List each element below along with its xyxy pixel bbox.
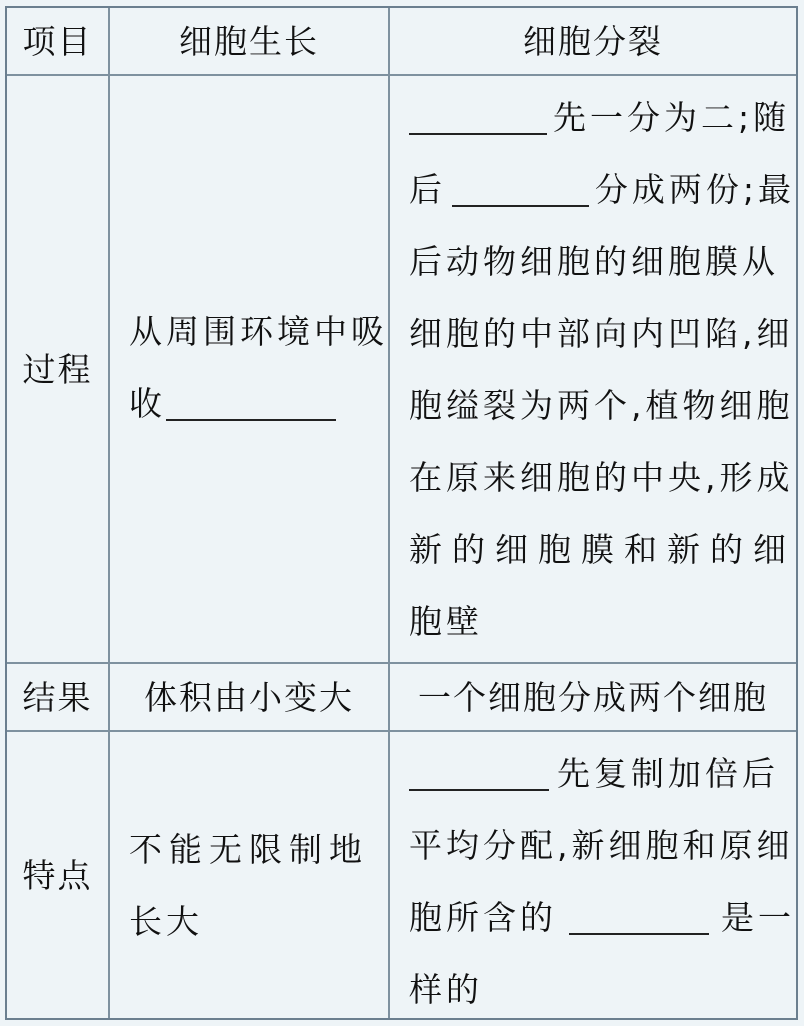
feature-division-text: 先复制加倍后 xyxy=(557,754,779,793)
process-growth-text: 收 xyxy=(129,384,166,423)
process-division-text: 细胞的中部向内凹陷,细 xyxy=(409,314,794,353)
process-division-line xyxy=(409,586,795,658)
feature-division-text: 平均分配,新细胞和原细 xyxy=(409,826,794,865)
row-divider xyxy=(7,74,796,76)
process-division-line xyxy=(409,154,795,226)
fill-in-blank xyxy=(452,205,589,207)
header-item: 项目 xyxy=(22,21,93,61)
row-label-process: 过程 xyxy=(22,349,93,389)
fill-in-blank xyxy=(409,133,547,135)
row-divider xyxy=(7,730,796,732)
row-label-result: 结果 xyxy=(22,677,93,717)
process-division-text: 胞壁 xyxy=(409,602,483,641)
feature-growth-cell xyxy=(129,814,379,958)
process-division-text: 胞缢裂为两个,植物细胞 xyxy=(409,386,794,425)
feature-division-line xyxy=(409,954,795,1026)
feature-growth-line xyxy=(129,814,379,886)
row-label-feature: 特点 xyxy=(22,855,93,895)
feature-growth-text: 长大 xyxy=(129,902,203,941)
process-division-cell xyxy=(409,82,795,658)
fill-in-blank xyxy=(166,419,336,421)
process-division-line xyxy=(409,442,795,514)
process-division-line xyxy=(409,82,795,154)
feature-growth-text: 不能无限制地 xyxy=(129,830,369,869)
result-growth-cell: 体积由小变大 xyxy=(144,677,354,717)
process-division-line xyxy=(409,298,795,370)
fill-in-blank xyxy=(409,789,549,791)
process-division-line xyxy=(409,370,795,442)
process-division-text: 新的细胞膜和新的细 xyxy=(409,530,796,569)
result-division-cell: 一个细胞分成两个细胞 xyxy=(418,677,768,717)
process-division-text: 后动物细胞的细胞膜从 xyxy=(409,242,779,281)
process-growth-text: 从周围环境中吸 xyxy=(129,312,388,351)
feature-division-line xyxy=(409,810,795,882)
fill-in-blank xyxy=(569,933,709,935)
header-cell-division: 细胞分裂 xyxy=(523,21,663,61)
feature-division-text: 是一 xyxy=(721,898,795,937)
process-growth-cell xyxy=(129,296,388,440)
process-growth-line xyxy=(129,368,379,440)
process-division-text: 在原来细胞的中央,形成 xyxy=(409,458,794,497)
column-divider xyxy=(388,8,390,1018)
process-division-text: 后 xyxy=(409,170,446,209)
feature-division-cell xyxy=(409,738,795,1026)
process-division-line xyxy=(409,514,795,586)
header-cell-growth: 细胞生长 xyxy=(179,21,319,61)
process-growth-line xyxy=(129,296,388,368)
feature-division-line xyxy=(409,882,795,954)
comparison-table xyxy=(5,6,798,1020)
feature-division-text: 样的 xyxy=(409,970,483,1009)
process-division-text: 分成两份;最 xyxy=(594,170,795,209)
process-division-line xyxy=(409,226,795,298)
feature-division-text: 胞所含的 xyxy=(409,898,557,937)
column-divider xyxy=(108,8,110,1018)
process-division-text: 先一分为二;随 xyxy=(553,98,791,137)
feature-division-line xyxy=(409,738,795,810)
feature-growth-line xyxy=(129,886,379,958)
